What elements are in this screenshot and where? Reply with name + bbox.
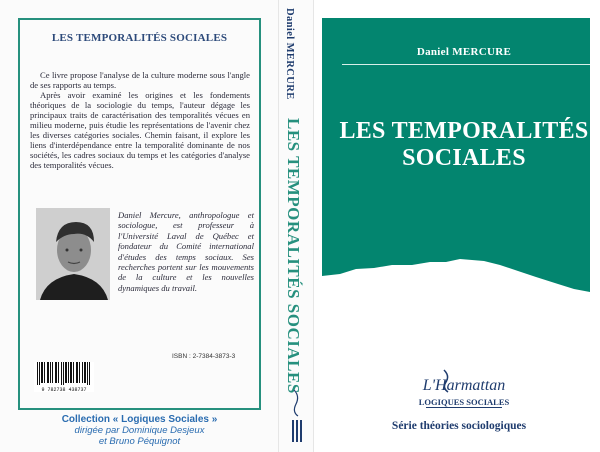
collection-editor: dirigée par Dominique Desjeux — [74, 425, 205, 436]
spine-publisher-logo — [288, 386, 308, 446]
serie-label: Série théories sociologiques — [391, 420, 527, 432]
front-author: Daniel MERCURE — [416, 46, 512, 58]
spine-author: Daniel MERCURE — [284, 8, 295, 100]
barcode — [34, 362, 94, 392]
collection-editor: et Bruno Péquignot — [98, 436, 181, 447]
back-cover-blurb — [30, 70, 250, 170]
title-line: SOCIALES — [402, 145, 526, 171]
title-line: LES TEMPORALITÉS — [339, 118, 589, 144]
barcode-number: 9 782738 438737 — [41, 387, 87, 392]
blurb-paragraph: Ce livre propose l'analyse de la culture moderne sous l'angle de ses rapports au temps. — [30, 70, 250, 90]
collection-info — [18, 414, 261, 447]
blurb-paragraph: Après avoir examiné les origines et les fondements théoriques de la sociologie du temps, l'auteur dégage les principaux traits de caractérisation des temporalités vécues en milieu moderne, puis étudie les représentations de l'avenir chez les diverses catégories sociales. Chemin faisant, il explore les liens d'interdépendance entre la temporalité dominante de nos sociétés, les cadres sociaux du temps et les catégories d'analyse des temporalités vécues. — [30, 90, 250, 170]
back-cover-title: LES TEMPORALITÉS SOCIALES — [51, 32, 228, 44]
author-bio: Daniel Mercure, anthropologue et sociologue, est professeur à l'Université Laval de Québec et fondateur du Comité international d'études des temps sociaux. Ses recherches portent sur les mouvements de la culture et les nouvelles dynamiques du travail. — [118, 210, 254, 293]
author-photo — [36, 208, 110, 300]
spine — [278, 0, 314, 452]
collection-title: Collection « Logiques Sociales » — [61, 414, 218, 425]
front-cover — [314, 0, 600, 452]
green-panel — [322, 18, 590, 305]
back-cover — [0, 0, 278, 452]
publisher-collection: LOGIQUES SOCIALES — [418, 397, 510, 407]
isbn: ISBN : 2-7384-3873-3 — [172, 353, 236, 360]
author-divider — [342, 64, 590, 65]
front-title — [332, 118, 596, 172]
publisher-logo — [414, 368, 514, 412]
publisher-name: L'Harmattan — [422, 377, 506, 394]
spine-title: LES TEMPORALITÉS SOCIALES — [284, 118, 303, 394]
